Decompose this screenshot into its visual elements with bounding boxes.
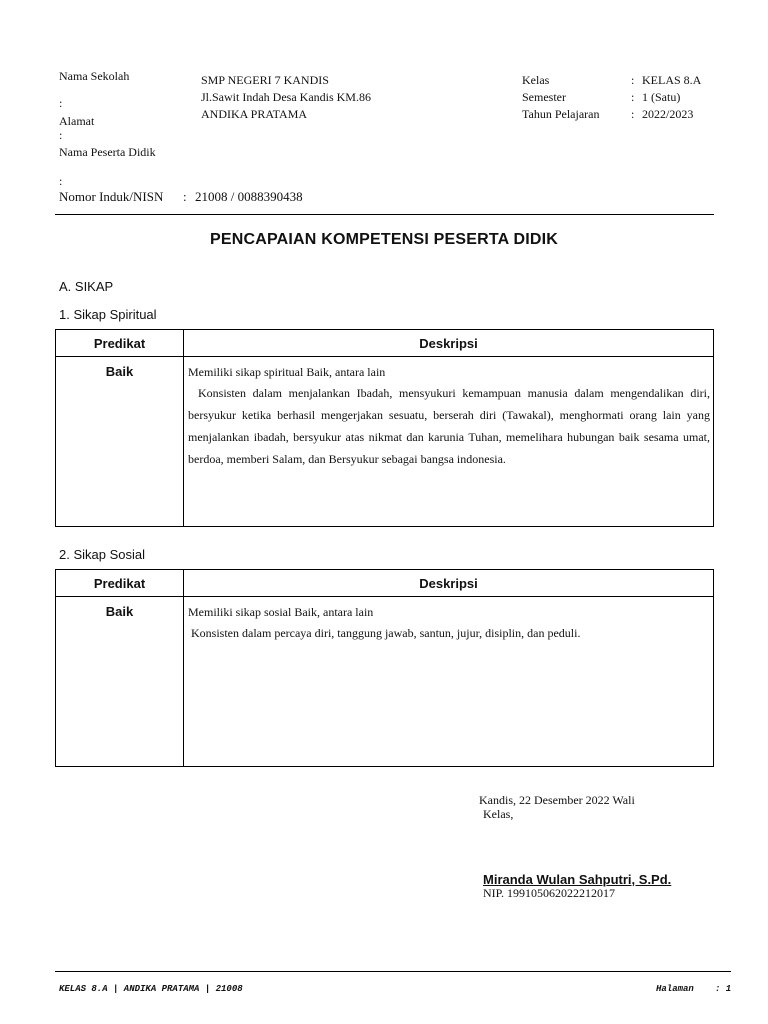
year-label: Tahun Pelajaran [522, 107, 600, 121]
predikat-value: Baik [56, 597, 184, 767]
class-value: KELAS 8.A [642, 73, 702, 87]
footer-page-number: : 1 [715, 984, 732, 994]
year-colon: : [631, 107, 635, 121]
student-colon: : [59, 174, 63, 188]
address-value: Jl.Sawit Indah Desa Kandis KM.86 [201, 90, 371, 104]
signature-place-date: Kandis, 22 Desember 2022 Wali [479, 793, 635, 807]
student-value: ANDIKA PRATAMA [201, 107, 308, 121]
spiritual-heading: 1. Sikap Spiritual [59, 307, 157, 322]
section-a-heading: A. SIKAP [59, 279, 114, 294]
signature-role: Kelas, [483, 807, 514, 821]
address-colon: : [59, 128, 63, 142]
year-value: 2022/2023 [642, 107, 694, 121]
table-row [56, 597, 714, 767]
deskripsi-head: Memiliki sikap sosial Baik, antara lain [188, 605, 374, 619]
semester-value: 1 (Satu) [642, 90, 681, 104]
table-header-row [56, 330, 714, 357]
social-heading: 2. Sikap Sosial [59, 547, 145, 562]
deskripsi-body: Konsisten dalam percaya diri, tanggung jawab, santun, jujur, disiplin, dan peduli. [191, 626, 581, 640]
nisn-label: Nomor Induk/NISN [59, 189, 164, 204]
deskripsi-head: Memiliki sikap spiritual Baik, antara lain [188, 365, 386, 379]
signature-nip: NIP. 199105062022212017 [483, 886, 616, 900]
social-table [55, 569, 714, 767]
page-title: PENCAPAIAN KOMPETENSI PESERTA DIDIK [209, 231, 559, 248]
footer-info: KELAS 8.A | ANDIKA PRATAMA | 21008 [59, 984, 243, 994]
nisn-value: 21008 / 0088390438 [195, 189, 303, 204]
school-label: Nama Sekolah [59, 69, 130, 83]
table-row [56, 357, 714, 527]
col-deskripsi: Deskripsi [184, 570, 714, 597]
semester-colon: : [631, 90, 635, 104]
deskripsi-cell [184, 597, 714, 767]
col-deskripsi: Deskripsi [184, 330, 714, 357]
predikat-value: Baik [56, 357, 184, 527]
semester-label: Semester [522, 90, 566, 104]
deskripsi-cell [184, 357, 714, 527]
footer-page-label: Halaman [656, 984, 694, 994]
deskripsi-body: Konsisten dalam menjalankan Ibadah, mensyukuri kemampuan manusia dalam mengendalikan diri, bersyukur ketika berhasil mengerjakan sesuatu, berserah diri (Tawakal), menghormati orang lain yang menjalankan ibadah, bersyukur atas nikmat dan karunia Tuhan, memelihara hubungan baik sesama umat, berdoa, memberi Salam, dan Bersyukur sebagai bangsa indonesia. [188, 386, 710, 466]
address-label: Alamat [59, 114, 95, 128]
signature-name: Miranda Wulan Sahputri, S.Pd. [483, 872, 672, 887]
col-predikat: Predikat [56, 570, 184, 597]
class-label: Kelas [522, 73, 550, 87]
table-header-row [56, 570, 714, 597]
spiritual-table [55, 329, 714, 527]
class-colon: : [631, 73, 635, 87]
nisn-colon: : [183, 189, 187, 204]
header-divider [55, 214, 714, 215]
school-value: SMP NEGERI 7 KANDIS [201, 73, 329, 87]
school-colon: : [59, 96, 63, 110]
col-predikat: Predikat [56, 330, 184, 357]
student-label: Nama Peserta Didik [59, 145, 156, 159]
footer-divider [55, 971, 731, 972]
